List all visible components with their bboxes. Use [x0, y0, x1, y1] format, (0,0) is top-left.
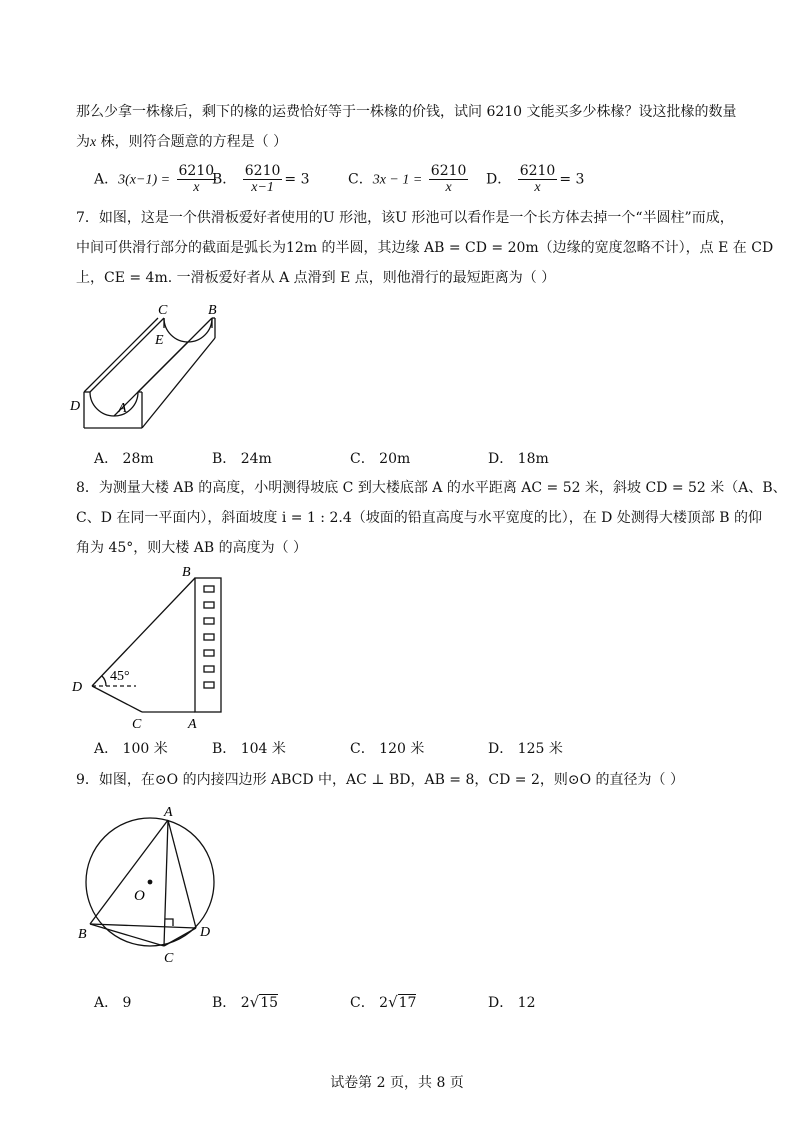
q7-label-c: C: [158, 303, 168, 318]
q6-option-c[interactable]: C．3x − 1 = $\frac{6210}{x}$: [348, 163, 467, 195]
q8-option-b[interactable]: B． 104 米: [212, 741, 286, 757]
q9-option-d[interactable]: D． 12: [488, 995, 536, 1011]
q9-label-o: O: [134, 888, 145, 904]
q7-label-a: A: [118, 401, 127, 416]
q8-label-a: A: [188, 717, 197, 732]
q8-label-d: D: [72, 680, 83, 695]
q8-label-b: B: [182, 565, 191, 580]
q7-label-e: E: [155, 333, 164, 348]
q9-option-b[interactable]: B． 2√15: [212, 993, 279, 1011]
page-footer: 试卷第 2 页，共 8 页: [330, 1075, 464, 1091]
q8-option-d[interactable]: D． 125 米: [488, 741, 563, 757]
q8-label-c: C: [132, 717, 142, 732]
q6-option-d[interactable]: D． $\frac{6210}{x}$ = 3: [486, 163, 585, 195]
q9-label-c: C: [164, 951, 174, 966]
sqrt-sign: √: [249, 993, 260, 1011]
q6-text-line1: 那么少拿一株椽后，剩下的椽的运费恰好等于一株椽的价钱，试问 6210 文能买多少株椽？设这批椽的数量: [76, 104, 737, 120]
q8-building-figure: [70, 562, 240, 732]
q7-text-line1: 7．如图，这是一个供滑板爱好者使用的U 形池，该U 形池可以看作是一个长方体去掉一个“半圆柱”而成，: [76, 210, 734, 226]
q7-option-d[interactable]: D． 18m: [488, 451, 549, 467]
q8-text-line2: C、D 在同一平面内），斜面坡度 i = 1 : 2.4（坡面的铅直高度与水平宽度的比），在 D 处测得大楼顶部 B 的仰: [76, 510, 763, 526]
q9-text-line1: 9．如图，在⊙O 的内接四边形 ABCD 中，AC ⊥ BD，AB = 8，CD = 2，则⊙O 的直径为（ ）: [76, 772, 684, 788]
q8-option-a[interactable]: A． 100 米: [94, 741, 168, 757]
q7-label-b: B: [208, 303, 217, 318]
q7-option-c[interactable]: C． 20m: [350, 451, 411, 467]
q9-option-a[interactable]: A． 9: [94, 995, 132, 1011]
q9-option-c[interactable]: C． 2√17: [350, 993, 417, 1011]
q7-label-d: D: [70, 399, 81, 414]
q9-label-d: D: [200, 925, 211, 940]
q8-label-angle: 45°: [110, 669, 130, 684]
q9-circle-figure: [78, 806, 228, 966]
q6-option-a[interactable]: A．3(x−1) = $\frac{6210}{x}$: [94, 163, 215, 195]
q6-option-b[interactable]: B． $\frac{6210}{x-1}$ = 3: [212, 163, 310, 195]
q6-text-line2: 为x 株，则符合题意的方程是（ ）: [76, 134, 288, 150]
q7-text-line3: 上，CE = 4m. 一滑板爱好者从 A 点滑到 E 点，则他滑行的最短距离为（ ）: [76, 270, 556, 286]
q8-text-line3: 角为 45°，则大楼 AB 的高度为（ ）: [76, 540, 308, 556]
q8-text-line1: 8．为测量大楼 AB 的高度，小明测得坡底 C 到大楼底部 A 的水平距离 AC = 52 米，斜坡 CD = 52 米（A、B、: [76, 480, 787, 496]
q9-label-a: A: [164, 805, 173, 820]
q9-label-b: B: [78, 927, 87, 942]
q7-text-line2: 中间可供滑行部分的截面是弧长为12m 的半圆，其边缘 AB = CD = 20m（边缘的宽度忽略不计），点 E 在 CD: [76, 240, 774, 256]
q7-option-b[interactable]: B． 24m: [212, 451, 272, 467]
sqrt-sign: √: [388, 993, 398, 1011]
q7-option-a[interactable]: A． 28m: [94, 451, 154, 467]
q8-option-c[interactable]: C． 120 米: [350, 741, 425, 757]
q7-u-shape-figure: [70, 300, 240, 440]
